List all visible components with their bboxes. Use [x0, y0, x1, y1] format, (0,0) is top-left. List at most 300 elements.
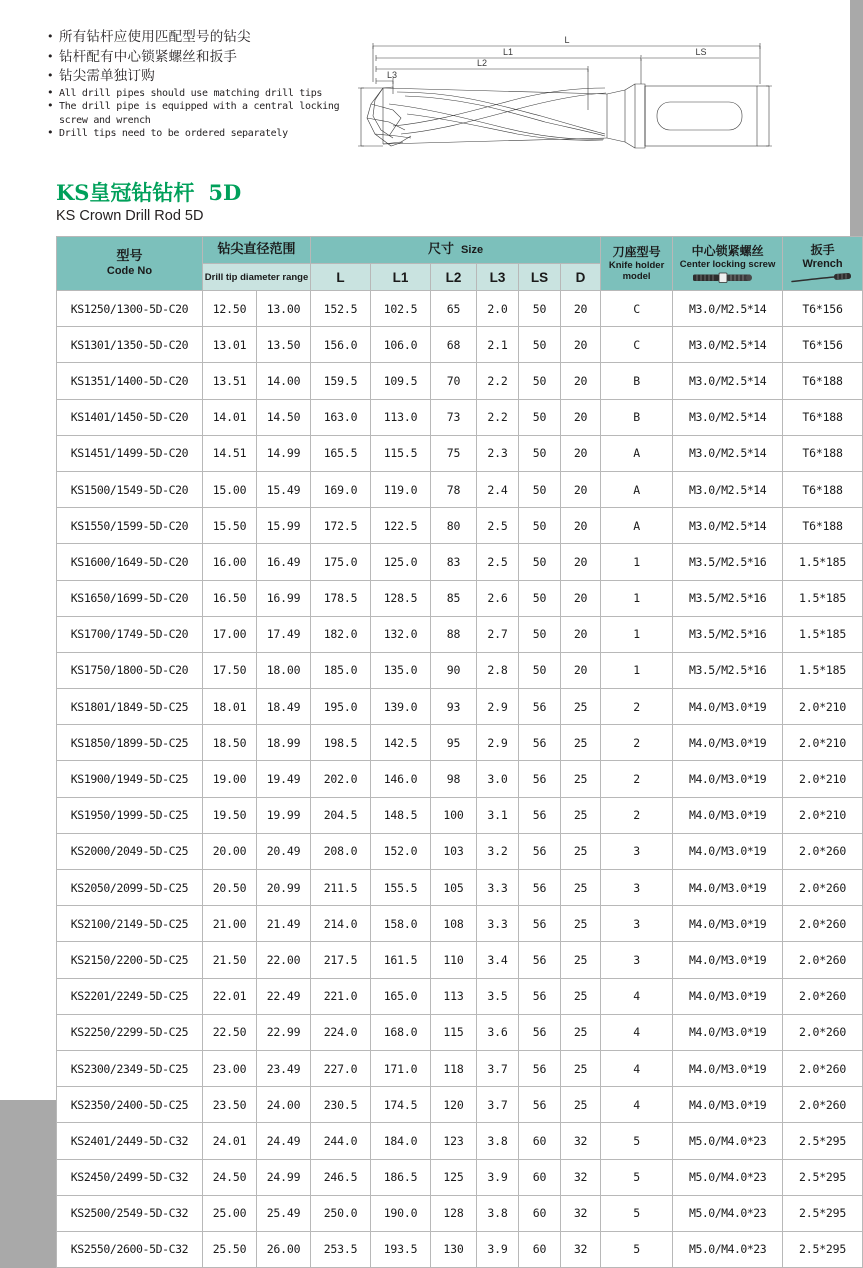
cell-D: 20: [561, 580, 601, 616]
dim-label-LS: LS: [695, 47, 707, 57]
cell-L1: 174.5: [371, 1087, 431, 1123]
table-row: [57, 797, 863, 833]
cell-dmax: 19.49: [257, 761, 311, 797]
cell-wrench: T6*188: [783, 363, 863, 399]
cell-L: 244.0: [311, 1123, 371, 1159]
cell-L: 204.5: [311, 797, 371, 833]
cell-code: KS1801/1849-5D-C25: [57, 689, 203, 725]
cell-L3: 2.0: [477, 291, 519, 327]
cell-L: 185.0: [311, 652, 371, 688]
cell-code: KS1650/1699-5D-C20: [57, 580, 203, 616]
header-size-en: Size: [461, 244, 484, 256]
cell-L3: 2.7: [477, 616, 519, 652]
cell-wrench: T6*188: [783, 508, 863, 544]
table-row: [57, 435, 863, 471]
cell-LS: 50: [519, 327, 561, 363]
cell-screw: M4.0/M3.0*19: [673, 1014, 783, 1050]
cell-dmax: 22.99: [257, 1014, 311, 1050]
cell-D: 20: [561, 327, 601, 363]
cell-dmax: 16.49: [257, 544, 311, 580]
wrench-icon: [783, 272, 862, 285]
cell-dmin: 18.01: [203, 689, 257, 725]
cell-dmin: 15.50: [203, 508, 257, 544]
cell-dmin: 22.01: [203, 978, 257, 1014]
note-cn-item: • 钻杆配有中心锁紧螺丝和扳手: [46, 48, 346, 68]
cell-LS: 50: [519, 399, 561, 435]
cell-screw: M3.0/M2.5*14: [673, 327, 783, 363]
note-en-line1: The drill pipe is equipped with a central locking: [59, 101, 340, 112]
cell-code: KS2350/2400-5D-C25: [57, 1087, 203, 1123]
cell-code: KS1850/1899-5D-C25: [57, 725, 203, 761]
header-dim-LS: LS: [519, 264, 561, 291]
header-knife-holder-en: Knife holder model: [608, 260, 665, 282]
header-wrench-en: Wrench: [802, 257, 843, 270]
header-wrench-cn: 扳手: [810, 242, 835, 257]
cell-wrench: 2.0*260: [783, 1014, 863, 1050]
table-row: [57, 1050, 863, 1086]
cell-dmin: 25.50: [203, 1231, 257, 1267]
cell-dmax: 15.99: [257, 508, 311, 544]
cell-L: 159.5: [311, 363, 371, 399]
cell-dmax: 16.99: [257, 580, 311, 616]
cell-code: KS2000/2049-5D-C25: [57, 833, 203, 869]
cell-L1: 152.0: [371, 833, 431, 869]
header-diameter-cn: 钻尖直径范围: [217, 242, 296, 257]
cell-LS: 60: [519, 1159, 561, 1195]
cell-code: KS1900/1949-5D-C25: [57, 761, 203, 797]
header-dim-L: L: [311, 264, 371, 291]
cell-LS: 56: [519, 833, 561, 869]
cell-code: KS2250/2299-5D-C25: [57, 1014, 203, 1050]
cell-screw: M4.0/M3.0*19: [673, 833, 783, 869]
cell-holder: 3: [601, 833, 673, 869]
cell-L3: 3.9: [477, 1159, 519, 1195]
cell-LS: 50: [519, 544, 561, 580]
cell-holder: 4: [601, 1014, 673, 1050]
cell-L2: 75: [431, 435, 477, 471]
cell-L1: 184.0: [371, 1123, 431, 1159]
cell-L1: 125.0: [371, 544, 431, 580]
cell-holder: C: [601, 327, 673, 363]
cell-screw: M4.0/M3.0*19: [673, 942, 783, 978]
header-dim-L2: L2: [431, 264, 477, 291]
cell-L3: 2.9: [477, 689, 519, 725]
header-code-no: [57, 237, 203, 291]
cell-L3: 2.9: [477, 725, 519, 761]
cell-screw: M3.0/M2.5*14: [673, 363, 783, 399]
cell-L3: 3.7: [477, 1050, 519, 1086]
top-section: [0, 0, 850, 170]
cell-L: 198.5: [311, 725, 371, 761]
cell-holder: 3: [601, 870, 673, 906]
cell-dmax: 25.49: [257, 1195, 311, 1231]
notes-chinese-list: [46, 28, 346, 87]
cell-D: 20: [561, 291, 601, 327]
cell-D: 20: [561, 508, 601, 544]
cell-L: 178.5: [311, 580, 371, 616]
cell-L1: 190.0: [371, 1195, 431, 1231]
cell-L: 214.0: [311, 906, 371, 942]
cell-L: 163.0: [311, 399, 371, 435]
notes-english-list: [46, 87, 346, 141]
cell-D: 25: [561, 725, 601, 761]
cell-wrench: 2.0*210: [783, 797, 863, 833]
cell-dmin: 23.00: [203, 1050, 257, 1086]
cell-code: KS2100/2149-5D-C25: [57, 906, 203, 942]
note-en-item: [46, 100, 346, 127]
cell-holder: 5: [601, 1195, 673, 1231]
table-row: [57, 833, 863, 869]
cell-wrench: 1.5*185: [783, 580, 863, 616]
cell-dmin: 13.51: [203, 363, 257, 399]
cell-screw: M5.0/M4.0*23: [673, 1123, 783, 1159]
cell-L2: 113: [431, 978, 477, 1014]
cell-L: 165.5: [311, 435, 371, 471]
cell-L3: 3.1: [477, 797, 519, 833]
cell-wrench: 2.0*260: [783, 870, 863, 906]
cell-L2: 128: [431, 1195, 477, 1231]
table-row: [57, 1123, 863, 1159]
cell-L1: 113.0: [371, 399, 431, 435]
cell-LS: 50: [519, 435, 561, 471]
cell-L2: 65: [431, 291, 477, 327]
cell-dmin: 17.50: [203, 652, 257, 688]
cell-D: 20: [561, 399, 601, 435]
cell-L2: 93: [431, 689, 477, 725]
cell-LS: 56: [519, 761, 561, 797]
cell-L: 246.5: [311, 1159, 371, 1195]
cell-dmin: 13.01: [203, 327, 257, 363]
table-row: [57, 761, 863, 797]
cell-holder: 1: [601, 616, 673, 652]
cell-screw: M3.5/M2.5*16: [673, 652, 783, 688]
table-row: [57, 1231, 863, 1267]
cell-screw: M5.0/M4.0*23: [673, 1231, 783, 1267]
cell-screw: M4.0/M3.0*19: [673, 689, 783, 725]
cell-screw: M3.5/M2.5*16: [673, 580, 783, 616]
note-en-line2: screw and wrench: [59, 114, 151, 126]
product-title-english: KS Crown Drill Rod 5D: [56, 208, 204, 224]
dim-label-L: L: [564, 35, 570, 45]
cell-L3: 3.8: [477, 1123, 519, 1159]
note-cn-item: • 钻尖需单独订购: [46, 67, 346, 87]
cell-L2: 120: [431, 1087, 477, 1123]
cell-holder: B: [601, 399, 673, 435]
header-diameter-en: Drill tip diameter range: [204, 271, 309, 283]
header-wrench: [783, 237, 863, 291]
cell-D: 25: [561, 761, 601, 797]
cell-L3: 3.5: [477, 978, 519, 1014]
cell-code: KS1600/1649-5D-C20: [57, 544, 203, 580]
cell-dmax: 18.00: [257, 652, 311, 688]
header-knife-holder: [601, 237, 673, 291]
cell-screw: M3.0/M2.5*14: [673, 291, 783, 327]
cell-screw: M3.5/M2.5*16: [673, 544, 783, 580]
cell-D: 25: [561, 797, 601, 833]
cell-holder: 2: [601, 797, 673, 833]
cell-wrench: 2.0*260: [783, 978, 863, 1014]
cell-D: 25: [561, 1087, 601, 1123]
cell-screw: M4.0/M3.0*19: [673, 761, 783, 797]
cell-L: 169.0: [311, 471, 371, 507]
header-screw-cn: 中心锁紧螺丝: [691, 243, 764, 258]
cell-dmin: 17.00: [203, 616, 257, 652]
cell-LS: 50: [519, 471, 561, 507]
cell-dmin: 23.50: [203, 1087, 257, 1123]
cell-screw: M3.0/M2.5*14: [673, 508, 783, 544]
title-cn-text: KS皇冠钻钻杆: [56, 180, 195, 205]
cell-L2: 110: [431, 942, 477, 978]
cell-L: 227.0: [311, 1050, 371, 1086]
cell-holder: 2: [601, 761, 673, 797]
cell-LS: 56: [519, 1050, 561, 1086]
cell-L2: 115: [431, 1014, 477, 1050]
cell-code: KS2150/2200-5D-C25: [57, 942, 203, 978]
cell-LS: 60: [519, 1195, 561, 1231]
cell-dmax: 18.49: [257, 689, 311, 725]
cell-wrench: 2.0*260: [783, 942, 863, 978]
cell-wrench: T6*156: [783, 327, 863, 363]
cell-LS: 56: [519, 725, 561, 761]
cell-code: KS1700/1749-5D-C20: [57, 616, 203, 652]
cell-holder: 2: [601, 689, 673, 725]
cell-L2: 130: [431, 1231, 477, 1267]
cell-dmax: 14.50: [257, 399, 311, 435]
cell-L1: 165.0: [371, 978, 431, 1014]
cell-L1: 142.5: [371, 725, 431, 761]
cell-D: 25: [561, 689, 601, 725]
cell-D: 25: [561, 906, 601, 942]
cell-L2: 103: [431, 833, 477, 869]
dim-label-L1: L1: [502, 47, 514, 57]
cell-screw: M4.0/M3.0*19: [673, 870, 783, 906]
cell-screw: M4.0/M3.0*19: [673, 978, 783, 1014]
cell-wrench: 2.0*260: [783, 1050, 863, 1086]
cell-L2: 108: [431, 906, 477, 942]
cell-D: 25: [561, 942, 601, 978]
cell-screw: M3.0/M2.5*14: [673, 471, 783, 507]
cell-L2: 80: [431, 508, 477, 544]
dim-label-L2: L2: [476, 58, 488, 68]
cell-code: KS1451/1499-5D-C20: [57, 435, 203, 471]
table-row: [57, 1014, 863, 1050]
cell-dmax: 20.49: [257, 833, 311, 869]
cell-D: 20: [561, 435, 601, 471]
cell-L3: 2.8: [477, 652, 519, 688]
cell-LS: 50: [519, 363, 561, 399]
cell-L1: 186.5: [371, 1159, 431, 1195]
cell-holder: 5: [601, 1231, 673, 1267]
cell-holder: C: [601, 291, 673, 327]
spec-table-body: [57, 291, 863, 1268]
note-en-item: • Drill tips need to be ordered separately: [46, 127, 346, 141]
cell-L3: 3.9: [477, 1231, 519, 1267]
notes-block: [46, 28, 346, 141]
header-size-cn: 尺寸: [428, 242, 455, 257]
table-row: [57, 616, 863, 652]
table-row: [57, 652, 863, 688]
cell-L2: 98: [431, 761, 477, 797]
cell-dmin: 16.50: [203, 580, 257, 616]
header-dim-L1: L1: [371, 264, 431, 291]
cell-dmin: 22.50: [203, 1014, 257, 1050]
header-knife-holder-cn: 刀座型号: [612, 245, 661, 259]
cell-L3: 3.6: [477, 1014, 519, 1050]
cell-D: 32: [561, 1123, 601, 1159]
cell-wrench: 2.5*295: [783, 1159, 863, 1195]
cell-L3: 3.0: [477, 761, 519, 797]
cell-dmax: 22.00: [257, 942, 311, 978]
cell-L: 208.0: [311, 833, 371, 869]
cell-D: 32: [561, 1231, 601, 1267]
cell-code: KS2050/2099-5D-C25: [57, 870, 203, 906]
cell-LS: 50: [519, 508, 561, 544]
cell-D: 25: [561, 870, 601, 906]
cell-wrench: 1.5*185: [783, 616, 863, 652]
cell-holder: A: [601, 435, 673, 471]
product-title-chinese: [56, 180, 241, 206]
cell-L3: 2.5: [477, 544, 519, 580]
cell-dmax: 20.99: [257, 870, 311, 906]
drill-technical-drawing: [345, 18, 825, 173]
cell-L: 202.0: [311, 761, 371, 797]
cell-LS: 50: [519, 291, 561, 327]
cell-L: 182.0: [311, 616, 371, 652]
cell-D: 20: [561, 616, 601, 652]
cell-holder: A: [601, 508, 673, 544]
cell-L1: 106.0: [371, 327, 431, 363]
cell-L2: 125: [431, 1159, 477, 1195]
cell-dmax: 24.99: [257, 1159, 311, 1195]
spec-table: [56, 236, 863, 1268]
header-dim-L3: L3: [477, 264, 519, 291]
cell-L: 211.5: [311, 870, 371, 906]
cell-wrench: T6*156: [783, 291, 863, 327]
cell-dmax: 18.99: [257, 725, 311, 761]
cell-screw: M4.0/M3.0*19: [673, 1087, 783, 1123]
header-screw-en: Center locking screw: [679, 258, 776, 270]
dim-label-L3: L3: [386, 70, 398, 80]
cell-L2: 88: [431, 616, 477, 652]
table-row: [57, 870, 863, 906]
cell-screw: M4.0/M3.0*19: [673, 1050, 783, 1086]
cell-D: 25: [561, 1050, 601, 1086]
cell-LS: 56: [519, 689, 561, 725]
cell-dmin: 12.50: [203, 291, 257, 327]
cell-screw: M3.0/M2.5*14: [673, 435, 783, 471]
cell-screw: M5.0/M4.0*23: [673, 1195, 783, 1231]
cell-LS: 56: [519, 870, 561, 906]
cell-dmin: 19.00: [203, 761, 257, 797]
cell-L3: 3.2: [477, 833, 519, 869]
cell-L1: 168.0: [371, 1014, 431, 1050]
cell-dmin: 20.00: [203, 833, 257, 869]
cell-L: 172.5: [311, 508, 371, 544]
cell-code: KS2201/2249-5D-C25: [57, 978, 203, 1014]
cell-L3: 3.4: [477, 942, 519, 978]
cell-wrench: 2.0*260: [783, 1087, 863, 1123]
cell-L1: 135.0: [371, 652, 431, 688]
table-row: [57, 725, 863, 761]
cell-holder: 3: [601, 906, 673, 942]
table-row: [57, 544, 863, 580]
cell-code: KS1500/1549-5D-C20: [57, 471, 203, 507]
cell-screw: M4.0/M3.0*19: [673, 797, 783, 833]
cell-L: 195.0: [311, 689, 371, 725]
cell-code: KS1250/1300-5D-C20: [57, 291, 203, 327]
cell-holder: 3: [601, 942, 673, 978]
cell-dmax: 14.99: [257, 435, 311, 471]
cell-dmax: 13.00: [257, 291, 311, 327]
cell-L1: 139.0: [371, 689, 431, 725]
cell-L1: 128.5: [371, 580, 431, 616]
cell-D: 20: [561, 471, 601, 507]
cell-dmin: 21.50: [203, 942, 257, 978]
cell-LS: 56: [519, 906, 561, 942]
table-row: [57, 1159, 863, 1195]
cell-holder: 4: [601, 978, 673, 1014]
cell-dmin: 25.00: [203, 1195, 257, 1231]
cell-code: KS1950/1999-5D-C25: [57, 797, 203, 833]
cell-dmin: 14.01: [203, 399, 257, 435]
cell-screw: M5.0/M4.0*23: [673, 1159, 783, 1195]
cell-code: KS2500/2549-5D-C32: [57, 1195, 203, 1231]
cell-dmin: 14.51: [203, 435, 257, 471]
cell-wrench: 2.5*295: [783, 1123, 863, 1159]
cell-L2: 85: [431, 580, 477, 616]
table-row: [57, 942, 863, 978]
cell-wrench: 2.0*260: [783, 906, 863, 942]
cell-wrench: 1.5*185: [783, 544, 863, 580]
cell-L2: 105: [431, 870, 477, 906]
header-code-no-en: Code No: [106, 265, 153, 277]
cell-dmax: 14.00: [257, 363, 311, 399]
cell-L1: 146.0: [371, 761, 431, 797]
cell-holder: B: [601, 363, 673, 399]
cell-L1: 158.0: [371, 906, 431, 942]
cell-dmax: 23.49: [257, 1050, 311, 1086]
cell-wrench: 1.5*185: [783, 652, 863, 688]
cell-L1: 115.5: [371, 435, 431, 471]
cell-screw: M3.5/M2.5*16: [673, 616, 783, 652]
cell-holder: 4: [601, 1050, 673, 1086]
cell-dmin: 20.50: [203, 870, 257, 906]
cell-dmax: 15.49: [257, 471, 311, 507]
cell-L1: 193.5: [371, 1231, 431, 1267]
cell-wrench: T6*188: [783, 471, 863, 507]
cell-LS: 56: [519, 1087, 561, 1123]
cell-wrench: 2.0*210: [783, 725, 863, 761]
cell-dmin: 24.01: [203, 1123, 257, 1159]
note-en-item: • All drill pipes should use matching drill tips: [46, 87, 346, 101]
cell-L1: 148.5: [371, 797, 431, 833]
locking-screw-icon: [673, 271, 782, 284]
table-row: [57, 471, 863, 507]
cell-code: KS1301/1350-5D-C20: [57, 327, 203, 363]
cell-dmin: 16.00: [203, 544, 257, 580]
cell-L2: 123: [431, 1123, 477, 1159]
cell-screw: M4.0/M3.0*19: [673, 906, 783, 942]
table-row: [57, 978, 863, 1014]
cell-dmax: 24.00: [257, 1087, 311, 1123]
cell-L1: 122.5: [371, 508, 431, 544]
cell-D: 25: [561, 833, 601, 869]
cell-LS: 56: [519, 978, 561, 1014]
title-cn-size: 5D: [208, 180, 242, 205]
table-row: [57, 399, 863, 435]
cell-L3: 2.1: [477, 327, 519, 363]
cell-L1: 155.5: [371, 870, 431, 906]
